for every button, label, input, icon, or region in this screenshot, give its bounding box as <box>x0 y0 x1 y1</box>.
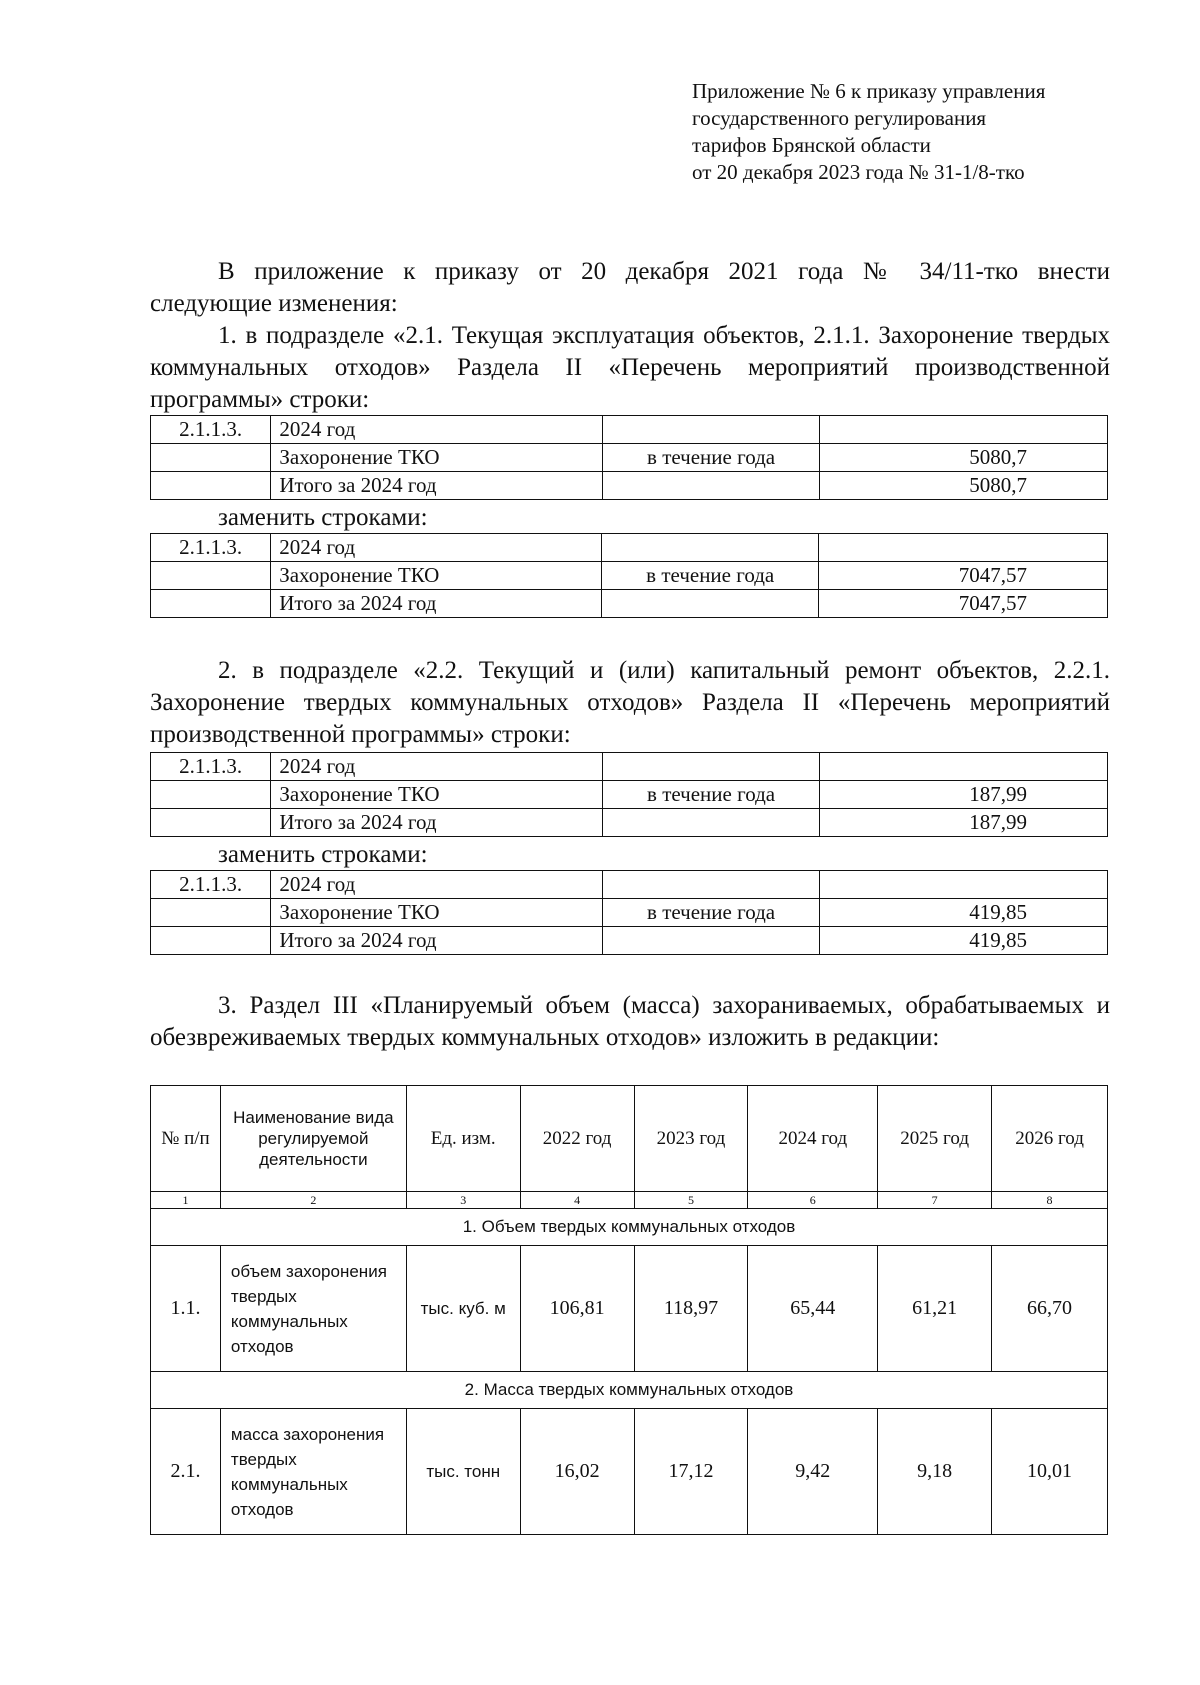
table-row <box>151 781 1108 809</box>
row-name: объем захоронения твердых коммунальных отходов <box>220 1246 406 1372</box>
column-header: Наименование вида регулируемой деятельности <box>220 1086 406 1192</box>
table-row <box>151 871 1108 899</box>
row-unit: тыс. тонн <box>406 1409 520 1535</box>
value-cell <box>819 534 1108 562</box>
name-cell: Итого за 2024 год <box>271 927 603 955</box>
name-cell: 2024 год <box>271 416 603 444</box>
period-cell: в течение года <box>602 444 819 472</box>
item2-new-table <box>150 870 1108 955</box>
name-cell: Захоронение ТКО <box>271 781 603 809</box>
value-cell: 419,85 <box>820 899 1108 927</box>
name-cell: 2024 год <box>271 753 603 781</box>
code-cell <box>151 444 271 472</box>
value-cell: 9,42 <box>748 1409 878 1535</box>
value-cell: 106,81 <box>520 1246 634 1372</box>
header-line: Приложение № 6 к приказу управления <box>692 79 1046 103</box>
item1-new-table <box>150 533 1108 618</box>
table-row <box>151 927 1108 955</box>
column-number: 2 <box>220 1192 406 1209</box>
value-cell: 16,02 <box>520 1409 634 1535</box>
value-cell <box>820 416 1108 444</box>
value-cell: 187,99 <box>820 781 1108 809</box>
item1-text: 1. в подразделе «2.1. Текущая эксплуатация объектов, 2.1.1. Захоронение твердых коммунальных отходов» Раздела II «Перечень мероприятий производственной программы» строки: <box>150 322 1110 413</box>
value-cell: 7047,57 <box>819 562 1108 590</box>
header-line: тарифов Брянской области <box>692 133 931 157</box>
period-cell: в течение года <box>602 562 819 590</box>
table-row <box>151 472 1108 500</box>
code-cell: 2.1.1.3. <box>151 416 271 444</box>
code-cell <box>151 562 271 590</box>
period-cell <box>602 927 819 955</box>
code-cell <box>151 899 271 927</box>
value-cell: 7047,57 <box>819 590 1108 618</box>
intro-paragraph <box>150 256 1110 320</box>
header-line: от 20 декабря 2023 года № 31-1/8-тко <box>692 160 1025 184</box>
value-cell: 17,12 <box>634 1409 748 1535</box>
value-cell: 5080,7 <box>820 472 1108 500</box>
row-name: масса захоронения твердых коммунальных отходов <box>220 1409 406 1535</box>
table-row <box>151 444 1108 472</box>
value-cell: 9,18 <box>878 1409 992 1535</box>
column-header: 2025 год <box>878 1086 992 1192</box>
code-cell: 2.1.1.3. <box>151 871 271 899</box>
column-header: 2023 год <box>634 1086 748 1192</box>
code-cell <box>151 781 271 809</box>
appendix-header <box>692 78 1132 186</box>
column-header: 2022 год <box>520 1086 634 1192</box>
value-cell: 5080,7 <box>820 444 1108 472</box>
period-cell: в течение года <box>602 899 819 927</box>
table-row <box>151 590 1108 618</box>
column-header: Ед. изм. <box>406 1086 520 1192</box>
code-cell <box>151 809 271 837</box>
code-cell <box>151 590 271 618</box>
section-row <box>151 1372 1108 1409</box>
row-number: 1.1. <box>151 1246 221 1372</box>
item1-old-table <box>150 415 1108 500</box>
table-header-row <box>151 1086 1108 1192</box>
table-row <box>151 899 1108 927</box>
name-cell: Итого за 2024 год <box>271 590 602 618</box>
code-cell: 2.1.1.3. <box>151 534 271 562</box>
name-cell: 2024 год <box>271 871 603 899</box>
column-number: 8 <box>992 1192 1108 1209</box>
period-cell <box>602 753 819 781</box>
item2-text: 2. в подразделе «2.2. Текущий и (или) капитальный ремонт объектов, 2.2.1. Захоронение твердых коммунальных отходов» Раздела II «Перечень мероприятий производственной программы» строки: <box>150 657 1110 748</box>
table-row <box>151 1409 1108 1535</box>
column-number: 7 <box>878 1192 992 1209</box>
column-number: 3 <box>406 1192 520 1209</box>
row-unit: тыс. куб. м <box>406 1246 520 1372</box>
period-cell <box>602 871 819 899</box>
table-row <box>151 534 1108 562</box>
period-cell <box>602 809 819 837</box>
name-cell: Захоронение ТКО <box>271 899 603 927</box>
column-number: 4 <box>520 1192 634 1209</box>
item2-old-table <box>150 752 1108 837</box>
replace-label: заменить строками: <box>218 504 428 531</box>
item3-text: 3. Раздел III «Планируемый объем (масса) захораниваемых, обрабатываемых и обезвреживаемых твердых коммунальных отходов» изложить в редакции: <box>150 992 1110 1051</box>
column-number: 5 <box>634 1192 748 1209</box>
code-cell: 2.1.1.3. <box>151 753 271 781</box>
table-row <box>151 562 1108 590</box>
table-row <box>151 753 1108 781</box>
table-row <box>151 416 1108 444</box>
column-header: 2024 год <box>748 1086 878 1192</box>
table-row <box>151 809 1108 837</box>
value-cell: 66,70 <box>992 1246 1108 1372</box>
period-cell <box>602 590 819 618</box>
value-cell <box>820 753 1108 781</box>
name-cell: Итого за 2024 год <box>271 472 603 500</box>
intro-line: следующие изменения: <box>150 290 398 317</box>
value-cell: 61,21 <box>878 1246 992 1372</box>
column-number: 1 <box>151 1192 221 1209</box>
period-cell: в течение года <box>602 781 819 809</box>
column-number: 6 <box>748 1192 878 1209</box>
row-number: 2.1. <box>151 1409 221 1535</box>
intro-line: В приложение к приказу от 20 декабря 2021 года № 34/11-тко внести <box>218 258 1110 285</box>
name-cell: Итого за 2024 год <box>271 809 603 837</box>
value-cell: 419,85 <box>820 927 1108 955</box>
section-row <box>151 1209 1108 1246</box>
header-line: государственного регулирования <box>692 106 987 130</box>
period-cell <box>602 472 819 500</box>
code-cell <box>151 472 271 500</box>
value-cell: 187,99 <box>820 809 1108 837</box>
column-header: № п/п <box>151 1086 221 1192</box>
planned-volume-table <box>150 1085 1108 1535</box>
value-cell: 118,97 <box>634 1246 748 1372</box>
value-cell: 65,44 <box>748 1246 878 1372</box>
column-number-row <box>151 1192 1108 1209</box>
section-title: 1. Объем твердых коммунальных отходов <box>151 1209 1108 1246</box>
period-cell <box>602 416 819 444</box>
section-title: 2. Масса твердых коммунальных отходов <box>151 1372 1108 1409</box>
column-header: 2026 год <box>992 1086 1108 1192</box>
replace-label: заменить строками: <box>218 841 428 868</box>
code-cell <box>151 927 271 955</box>
name-cell: 2024 год <box>271 534 602 562</box>
table-row <box>151 1246 1108 1372</box>
name-cell: Захоронение ТКО <box>271 562 602 590</box>
value-cell <box>820 871 1108 899</box>
value-cell: 10,01 <box>992 1409 1108 1535</box>
period-cell <box>602 534 819 562</box>
name-cell: Захоронение ТКО <box>271 444 603 472</box>
